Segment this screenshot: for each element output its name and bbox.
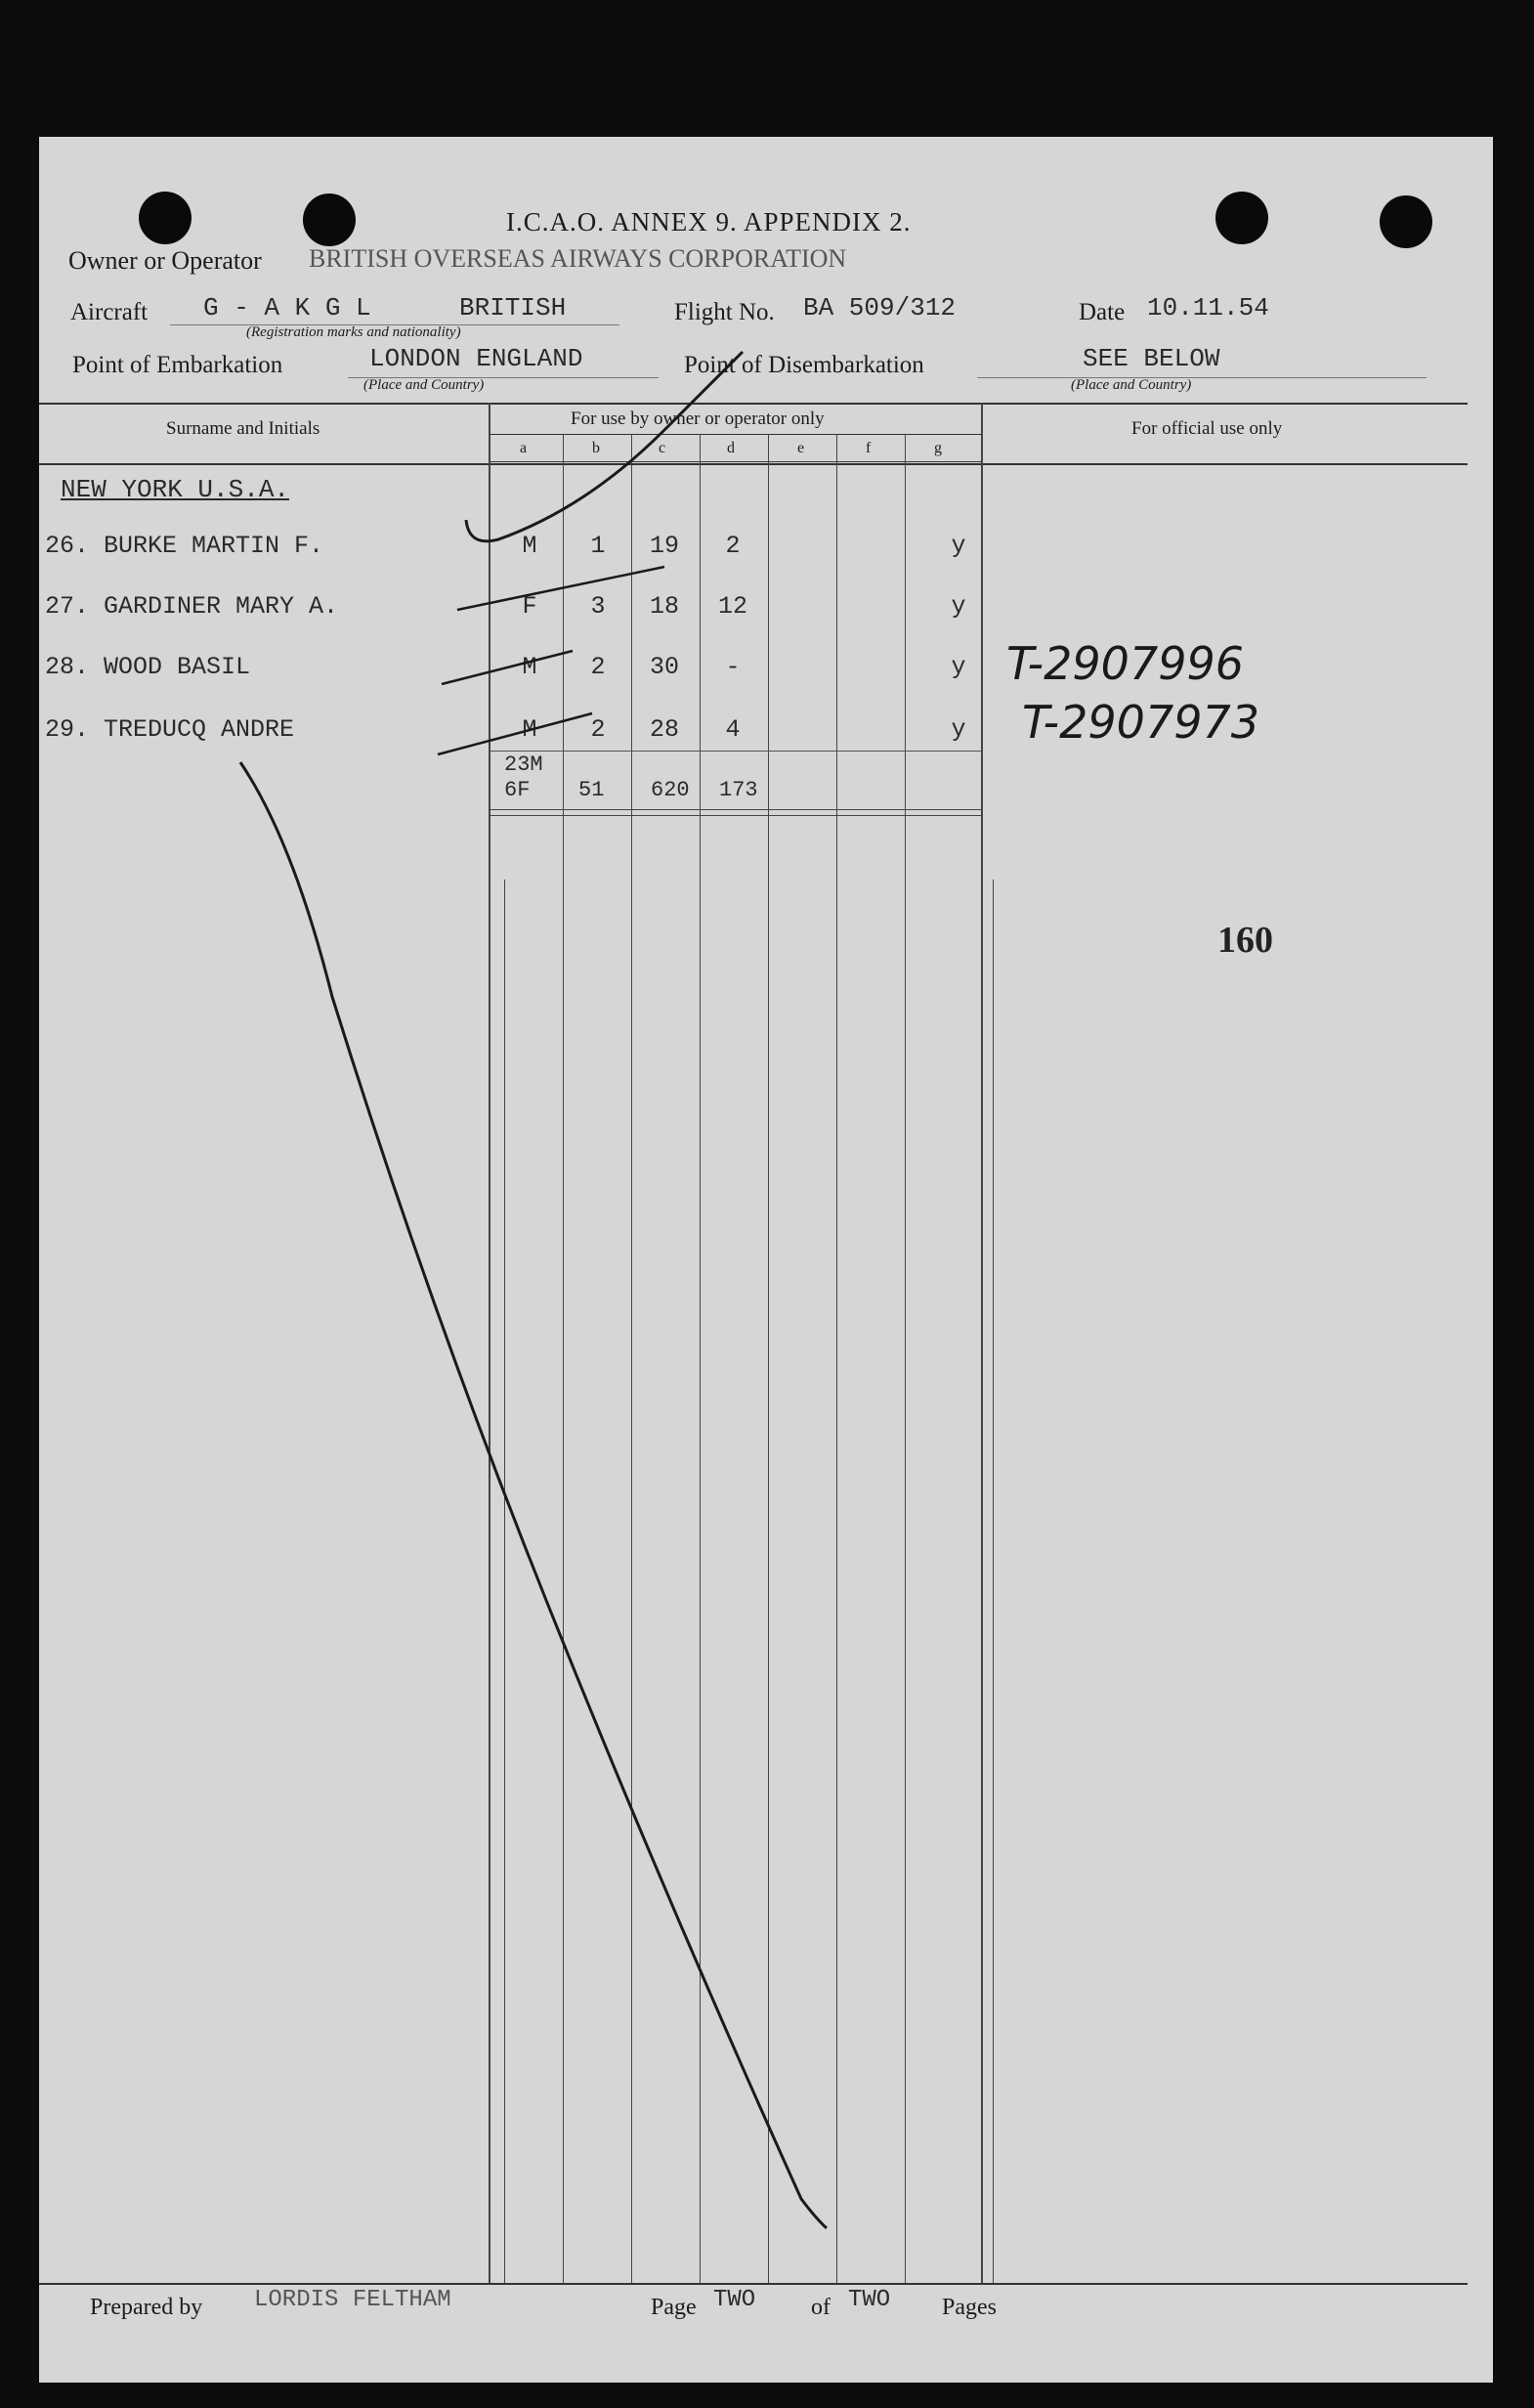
passenger-name: 26. BURKE MARTIN F. xyxy=(45,532,324,560)
pen-strokes xyxy=(39,137,1493,2383)
cell-g: y xyxy=(951,653,966,681)
column-label-d: d xyxy=(727,440,735,456)
column-label-a: a xyxy=(520,440,528,456)
passenger-name: 27. GARDINER MARY A. xyxy=(45,592,339,621)
cell-g: y xyxy=(951,715,966,744)
owner-value: BRITISH OVERSEAS AIRWAYS CORPORATION xyxy=(309,244,847,273)
cell-b: 1 xyxy=(590,532,606,560)
embarkation-note: (Place and Country) xyxy=(363,377,485,393)
cell-c: 28 xyxy=(649,715,679,744)
prepared-value: LORDIS FELTHAM xyxy=(254,2287,451,2313)
cell-d: 2 xyxy=(725,532,741,560)
column-label-c: c xyxy=(659,440,666,456)
cell-b: 3 xyxy=(590,592,606,621)
page-value: TWO xyxy=(713,2287,756,2313)
date-value: 10.11.54 xyxy=(1147,293,1269,322)
cell-c: 30 xyxy=(649,653,679,681)
date-label: Date xyxy=(1079,299,1126,325)
total-female: 6F xyxy=(504,778,531,802)
aircraft-label: Aircraft xyxy=(70,299,149,325)
official-column-header: For official use only xyxy=(1131,418,1283,439)
page-label: Page xyxy=(651,2295,697,2320)
of-label: of xyxy=(811,2295,831,2320)
column-label-g: g xyxy=(934,440,942,456)
of-value: TWO xyxy=(848,2287,891,2313)
operator-column-header: For use by owner or operator only xyxy=(571,408,825,429)
cell-a: M xyxy=(522,532,537,560)
destination-heading: NEW YORK U.S.A. xyxy=(61,475,290,504)
total-b: 51 xyxy=(578,778,605,802)
flight-number: BA 509/312 xyxy=(803,293,957,322)
name-column-header: Surname and Initials xyxy=(166,418,320,439)
manifest-sheet xyxy=(39,137,1493,2383)
cell-a: M xyxy=(522,653,537,681)
total-d: 173 xyxy=(719,778,758,802)
cell-d: - xyxy=(725,653,741,681)
pages-label: Pages xyxy=(942,2295,997,2320)
cell-a: M xyxy=(522,715,537,744)
handwritten-number: T-2907973 xyxy=(1022,696,1260,749)
disembarkation-label: Point of Disembarkation xyxy=(684,352,924,378)
cell-c: 19 xyxy=(649,532,679,560)
column-label-e: e xyxy=(797,440,805,456)
stamp-number: 160 xyxy=(1217,920,1273,961)
handwritten-number: T-2907996 xyxy=(1006,637,1245,690)
embarkation-label: Point of Embarkation xyxy=(72,352,283,378)
annex-title: I.C.A.O. ANNEX 9. APPENDIX 2. xyxy=(506,207,912,236)
total-c: 620 xyxy=(651,778,690,802)
prepared-label: Prepared by xyxy=(90,2295,203,2320)
cell-a: F xyxy=(522,592,537,621)
aircraft-registration: G - A K G L xyxy=(203,293,371,322)
disembarkation-note: (Place and Country) xyxy=(1071,377,1192,393)
cell-g: y xyxy=(951,592,966,621)
column-label-b: b xyxy=(592,440,600,456)
total-male: 23M xyxy=(504,752,543,777)
cell-d: 4 xyxy=(725,715,741,744)
cell-b: 2 xyxy=(590,653,606,681)
passenger-name: 29. TREDUCQ ANDRE xyxy=(45,715,295,744)
cell-b: 2 xyxy=(590,715,606,744)
flight-label: Flight No. xyxy=(674,299,775,325)
cell-d: 12 xyxy=(717,592,747,621)
owner-label: Owner or Operator xyxy=(68,246,262,275)
disembarkation-value: SEE BELOW xyxy=(1083,344,1220,373)
column-label-f: f xyxy=(866,440,872,456)
aircraft-nationality: BRITISH xyxy=(459,293,567,322)
passenger-name: 28. WOOD BASIL xyxy=(45,653,251,681)
registration-note: (Registration marks and nationality) xyxy=(246,324,461,340)
embarkation-value: LONDON ENGLAND xyxy=(369,344,583,373)
cell-c: 18 xyxy=(649,592,679,621)
cell-g: y xyxy=(951,532,966,560)
